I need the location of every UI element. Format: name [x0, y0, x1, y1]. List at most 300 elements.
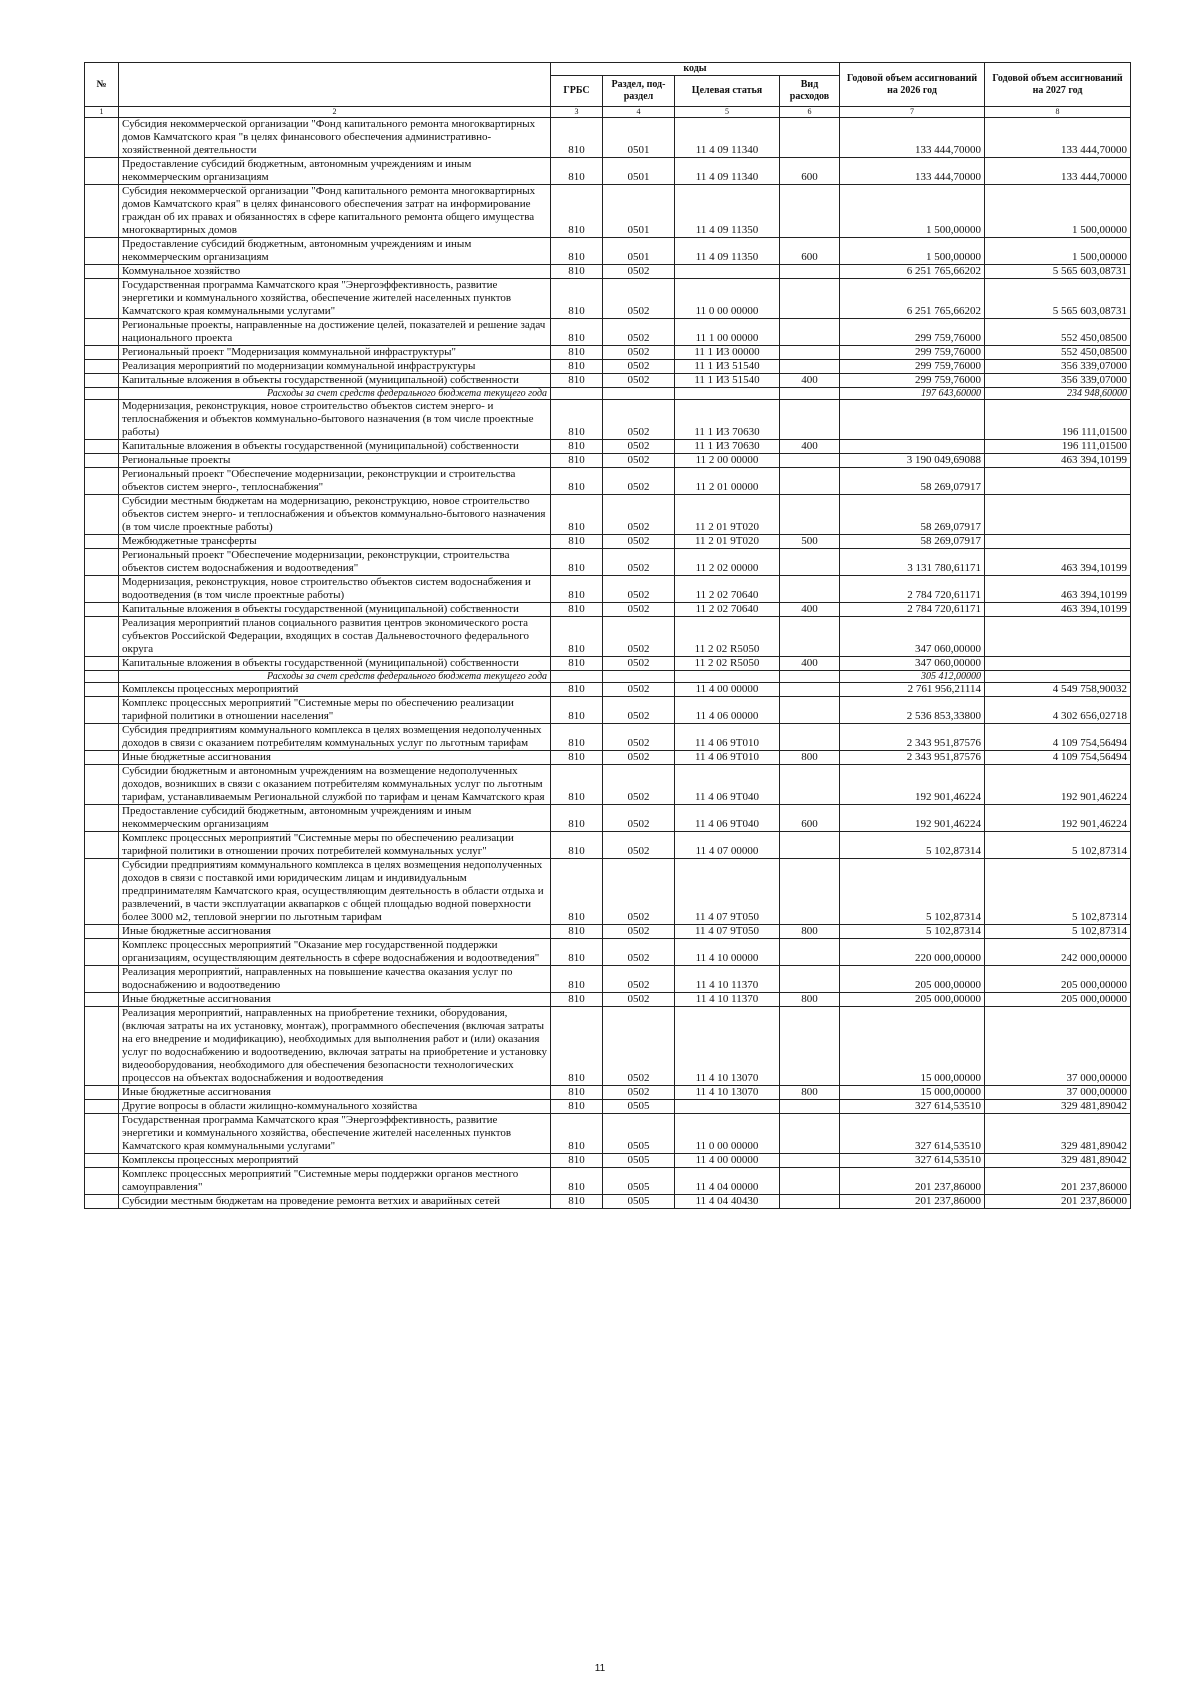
row-section-cell: 0502 [603, 657, 675, 671]
row-2026-cell: 201 237,86000 [840, 1168, 985, 1195]
row-no-cell [85, 603, 119, 617]
row-no-cell [85, 832, 119, 859]
row-2026-cell: 2 784 720,61171 [840, 576, 985, 603]
row-target-cell: 11 0 00 00000 [675, 1114, 780, 1154]
row-2026-cell: 327 614,53510 [840, 1114, 985, 1154]
row-name-cell: Иные бюджетные ассигнования [119, 751, 551, 765]
table-row [85, 158, 1131, 185]
row-section-cell: 0502 [603, 805, 675, 832]
row-no-cell [85, 859, 119, 925]
table-row [85, 805, 1131, 832]
row-section-cell: 0502 [603, 495, 675, 535]
row-section-cell: 0502 [603, 535, 675, 549]
row-name-cell: Субсидии местным бюджетам на модернизацию, реконструкцию, новое строительство объектов систем энерго- и теплоснабжения и объектов коммунально-бытового назначения (в том числе проектные работы) [119, 495, 551, 535]
row-no-cell [85, 454, 119, 468]
row-kind-cell [780, 118, 840, 158]
row-target-cell: 11 4 04 00000 [675, 1168, 780, 1195]
colnum: 4 [603, 107, 675, 118]
row-grbs-cell: 810 [551, 925, 603, 939]
header-grbs: ГРБС [551, 76, 603, 107]
table-row [85, 319, 1131, 346]
row-name-cell: Комплекс процессных мероприятий "Системные меры по обеспечению реализации тарифной политики в отношении населения" [119, 697, 551, 724]
row-section-cell: 0502 [603, 603, 675, 617]
row-kind-cell [780, 1100, 840, 1114]
row-name-cell: Капитальные вложения в объекты государственной (муниципальной) собственности [119, 603, 551, 617]
row-2027-cell: 329 481,89042 [985, 1114, 1131, 1154]
row-target-cell: 11 4 09 11340 [675, 158, 780, 185]
row-section-cell: 0502 [603, 765, 675, 805]
row-target-cell: 11 2 02 70640 [675, 603, 780, 617]
row-2027-cell: 463 394,10199 [985, 576, 1131, 603]
row-2026-cell: 133 444,70000 [840, 158, 985, 185]
row-name-cell: Модернизация, реконструкция, новое строительство объектов систем водоснабжения и водоотведения (в том числе проектные работы) [119, 576, 551, 603]
row-kind-cell: 500 [780, 535, 840, 549]
row-section-cell: 0502 [603, 859, 675, 925]
row-2026-cell: 299 759,76000 [840, 374, 985, 388]
row-no-cell [85, 576, 119, 603]
row-2027-cell: 463 394,10199 [985, 454, 1131, 468]
row-name-cell: Региональные проекты, направленные на достижение целей, показателей и решение задач национального проекта [119, 319, 551, 346]
row-2026-cell: 299 759,76000 [840, 319, 985, 346]
row-section-cell: 0502 [603, 925, 675, 939]
row-no-cell [85, 939, 119, 966]
row-no-cell [85, 966, 119, 993]
row-2026-cell: 192 901,46224 [840, 805, 985, 832]
row-kind-cell [780, 671, 840, 683]
row-grbs-cell: 810 [551, 617, 603, 657]
header-codes: коды [551, 63, 840, 76]
row-section-cell: 0502 [603, 683, 675, 697]
row-2027-cell: 234 948,60000 [985, 388, 1131, 400]
row-kind-cell [780, 859, 840, 925]
table-row [85, 939, 1131, 966]
row-target-cell: 11 4 00 00000 [675, 1154, 780, 1168]
row-target-cell: 11 4 06 9Т040 [675, 765, 780, 805]
row-2027-cell: 5 565 603,08731 [985, 279, 1131, 319]
row-section-cell: 0505 [603, 1195, 675, 1209]
row-section-cell: 0502 [603, 576, 675, 603]
row-target-cell: 11 2 01 9Т020 [675, 535, 780, 549]
page-number: 11 [594, 1663, 606, 1674]
column-numbers-row [85, 107, 1131, 118]
row-no-cell [85, 158, 119, 185]
row-target-cell: 11 4 09 11350 [675, 238, 780, 265]
row-grbs-cell: 810 [551, 683, 603, 697]
row-2027-cell [985, 468, 1131, 495]
row-section-cell: 0502 [603, 993, 675, 1007]
table-row [85, 549, 1131, 576]
row-target-cell: 11 1 00 00000 [675, 319, 780, 346]
header-section: Раздел, под-раздел [603, 76, 675, 107]
row-target-cell: 11 4 10 13070 [675, 1086, 780, 1100]
row-grbs-cell: 810 [551, 657, 603, 671]
row-grbs-cell: 810 [551, 697, 603, 724]
row-kind-cell: 800 [780, 925, 840, 939]
header-kind: Вид расходов [780, 76, 840, 107]
row-target-cell: 11 2 00 00000 [675, 454, 780, 468]
row-grbs-cell: 810 [551, 279, 603, 319]
row-no-cell [85, 118, 119, 158]
federal-budget-row [85, 388, 1131, 400]
header-2026: Годовой объем ассигнований на 2026 год [840, 63, 985, 107]
row-2027-cell: 196 111,01500 [985, 400, 1131, 440]
row-name-cell: Капитальные вложения в объекты государственной (муниципальной) собственности [119, 440, 551, 454]
row-kind-cell: 800 [780, 751, 840, 765]
row-kind-cell: 800 [780, 993, 840, 1007]
row-no-cell [85, 1195, 119, 1209]
row-grbs-cell: 810 [551, 360, 603, 374]
row-section-cell: 0502 [603, 265, 675, 279]
row-target-cell: 11 4 09 11350 [675, 185, 780, 238]
row-no-cell [85, 925, 119, 939]
table-row [85, 603, 1131, 617]
row-name-cell: Субсидии бюджетным и автономным учреждениям на возмещение недополученных доходов, возникших в связи с оказанием потребителям коммунальных услуг по льготным тарифам, устанавливаемым Региональной службой по тарифам и ценам Камчатского края [119, 765, 551, 805]
table-row [85, 265, 1131, 279]
table-row [85, 1086, 1131, 1100]
row-2027-cell: 552 450,08500 [985, 346, 1131, 360]
row-grbs-cell: 810 [551, 966, 603, 993]
row-2026-cell: 133 444,70000 [840, 118, 985, 158]
row-name-cell: Государственная программа Камчатского края "Энергоэффективность, развитие энергетики и коммунального хозяйства, обеспечение жителей населенных пунктов Камчатского края коммунальными услугами" [119, 1114, 551, 1154]
row-2027-cell: 5 102,87314 [985, 859, 1131, 925]
header-2027: Годовой объем ассигнований на 2027 год [985, 63, 1131, 107]
row-grbs-cell: 810 [551, 859, 603, 925]
row-2026-cell: 58 269,07917 [840, 535, 985, 549]
row-kind-cell [780, 832, 840, 859]
row-target-cell: 11 2 01 9Т020 [675, 495, 780, 535]
row-no-cell [85, 1168, 119, 1195]
row-name-cell: Реализация мероприятий, направленных на повышение качества оказания услуг по водоснабжению и водоотведению [119, 966, 551, 993]
table-row [85, 238, 1131, 265]
row-section-cell: 0502 [603, 400, 675, 440]
row-name-cell: Субсидия некоммерческой организации "Фонд капитального ремонта многоквартирных домов Камчатского края "в целях финансового обеспечения административно-хозяйственной деятельности [119, 118, 551, 158]
row-section-cell: 0502 [603, 279, 675, 319]
row-no-cell [85, 657, 119, 671]
row-target-cell: 11 1 И3 70630 [675, 400, 780, 440]
row-grbs-cell: 810 [551, 765, 603, 805]
row-2026-cell [840, 400, 985, 440]
row-no-cell [85, 1007, 119, 1086]
row-section-cell: 0502 [603, 617, 675, 657]
row-kind-cell [780, 939, 840, 966]
row-2027-cell: 201 237,86000 [985, 1195, 1131, 1209]
row-2026-cell: 327 614,53510 [840, 1100, 985, 1114]
row-kind-cell [780, 454, 840, 468]
row-target-cell: 11 4 09 11340 [675, 118, 780, 158]
row-grbs-cell: 810 [551, 400, 603, 440]
row-name-cell: Региональный проект "Модернизация коммунальной инфраструктуры" [119, 346, 551, 360]
row-grbs-cell: 810 [551, 1100, 603, 1114]
row-name-cell: Расходы за счет средств федерального бюджета текущего года [119, 671, 551, 683]
row-target-cell: 11 4 04 40430 [675, 1195, 780, 1209]
row-2026-cell: 15 000,00000 [840, 1007, 985, 1086]
row-2026-cell: 205 000,00000 [840, 966, 985, 993]
row-no-cell [85, 697, 119, 724]
row-no-cell [85, 238, 119, 265]
row-no-cell [85, 346, 119, 360]
row-no-cell [85, 671, 119, 683]
row-no-cell [85, 279, 119, 319]
row-2026-cell: 5 102,87314 [840, 859, 985, 925]
table-row [85, 1154, 1131, 1168]
row-target-cell: 11 4 07 9Т050 [675, 859, 780, 925]
row-section-cell: 0502 [603, 832, 675, 859]
row-section-cell: 0502 [603, 939, 675, 966]
row-name-cell: Предоставление субсидий бюджетным, автономным учреждениям и иным некоммерческим организациям [119, 238, 551, 265]
budget-table [84, 62, 1131, 1209]
row-name-cell: Субсидии предприятиям коммунального комплекса в целях возмещения недополученных доходов в связи с поставкой ими юридическим лицам и индивидуальным предпринимателям Камчатского края, осуществляющим деятельность в области отдыха и развлечений, в части эксплуатации аквапарков с общей площадью водной поверхности более 3000 м2, тепловой энергии по льготным тарифам [119, 859, 551, 925]
row-kind-cell: 600 [780, 805, 840, 832]
row-no-cell [85, 805, 119, 832]
row-target-cell [675, 265, 780, 279]
table-row [85, 832, 1131, 859]
row-2027-cell: 4 109 754,56494 [985, 724, 1131, 751]
row-2026-cell: 3 190 049,69088 [840, 454, 985, 468]
row-2027-cell: 205 000,00000 [985, 966, 1131, 993]
row-target-cell: 11 1 И3 51540 [675, 374, 780, 388]
row-name-cell: Расходы за счет средств федерального бюджета текущего года [119, 388, 551, 400]
table-row [85, 617, 1131, 657]
row-section-cell: 0501 [603, 118, 675, 158]
row-2026-cell: 15 000,00000 [840, 1086, 985, 1100]
row-2027-cell: 356 339,07000 [985, 360, 1131, 374]
row-2026-cell: 6 251 765,66202 [840, 265, 985, 279]
row-section-cell: 0502 [603, 697, 675, 724]
table-row [85, 374, 1131, 388]
row-2027-cell: 463 394,10199 [985, 603, 1131, 617]
table-row [85, 765, 1131, 805]
table-body [85, 118, 1131, 1209]
row-section-cell: 0502 [603, 319, 675, 346]
row-name-cell: Субсидии местным бюджетам на проведение ремонта ветхих и аварийных сетей [119, 1195, 551, 1209]
row-2027-cell: 329 481,89042 [985, 1100, 1131, 1114]
row-section-cell: 0501 [603, 158, 675, 185]
row-2026-cell: 1 500,00000 [840, 238, 985, 265]
row-no-cell [85, 765, 119, 805]
row-kind-cell [780, 265, 840, 279]
row-kind-cell [780, 1168, 840, 1195]
row-kind-cell: 600 [780, 158, 840, 185]
row-2027-cell: 5 102,87314 [985, 925, 1131, 939]
row-kind-cell: 400 [780, 657, 840, 671]
row-grbs-cell: 810 [551, 346, 603, 360]
row-target-cell: 11 2 02 00000 [675, 549, 780, 576]
row-target-cell: 11 4 06 9Т040 [675, 805, 780, 832]
table-row [85, 657, 1131, 671]
table-row [85, 454, 1131, 468]
federal-budget-row [85, 671, 1131, 683]
row-2027-cell: 5 565 603,08731 [985, 265, 1131, 279]
row-2026-cell: 6 251 765,66202 [840, 279, 985, 319]
row-kind-cell [780, 683, 840, 697]
row-name-cell: Другие вопросы в области жилищно-коммунального хозяйства [119, 1100, 551, 1114]
table-row [85, 751, 1131, 765]
row-kind-cell [780, 549, 840, 576]
row-target-cell: 11 2 01 00000 [675, 468, 780, 495]
row-kind-cell: 400 [780, 603, 840, 617]
row-name-cell: Модернизация, реконструкция, новое строительство объектов систем энерго- и теплоснабжения и объектов коммунально-бытового назначения (в том числе проектные работы) [119, 400, 551, 440]
row-no-cell [85, 440, 119, 454]
colnum: 5 [675, 107, 780, 118]
colnum: 1 [85, 107, 119, 118]
row-target-cell [675, 671, 780, 683]
row-kind-cell [780, 185, 840, 238]
row-2026-cell: 1 500,00000 [840, 185, 985, 238]
row-grbs-cell [551, 671, 603, 683]
row-grbs-cell: 810 [551, 185, 603, 238]
row-2027-cell: 192 901,46224 [985, 765, 1131, 805]
row-2026-cell: 192 901,46224 [840, 765, 985, 805]
row-2027-cell: 329 481,89042 [985, 1154, 1131, 1168]
table-row [85, 468, 1131, 495]
row-section-cell: 0505 [603, 1168, 675, 1195]
row-2027-cell [985, 657, 1131, 671]
row-2027-cell: 4 549 758,90032 [985, 683, 1131, 697]
row-name-cell: Субсидия некоммерческой организации "Фонд капитального ремонта многоквартирных домов Камчатского края" в целях финансового обеспечения затрат на информирование граждан об их правах и обязанностях в сфере капитального ремонта общего имущества многоквартирных домов [119, 185, 551, 238]
row-2027-cell: 463 394,10199 [985, 549, 1131, 576]
row-target-cell: 11 4 06 9Т010 [675, 724, 780, 751]
row-2026-cell: 5 102,87314 [840, 832, 985, 859]
row-no-cell [85, 549, 119, 576]
row-no-cell [85, 617, 119, 657]
row-name-cell: Комплекс процессных мероприятий "Системные меры поддержки органов местного самоуправления" [119, 1168, 551, 1195]
row-kind-cell [780, 1195, 840, 1209]
row-kind-cell: 400 [780, 440, 840, 454]
row-name-cell: Межбюджетные трансферты [119, 535, 551, 549]
row-no-cell [85, 374, 119, 388]
row-name-cell: Комплекс процессных мероприятий "Оказание мер государственной поддержки организациям, осуществляющим деятельность в сфере водоснабжения и водоотведения" [119, 939, 551, 966]
row-2027-cell: 4 109 754,56494 [985, 751, 1131, 765]
row-2027-cell: 552 450,08500 [985, 319, 1131, 346]
row-section-cell: 0502 [603, 724, 675, 751]
row-section-cell: 0502 [603, 374, 675, 388]
row-grbs-cell: 810 [551, 805, 603, 832]
row-name-cell: Региональный проект "Обеспечение модернизации, реконструкции и строительства объектов систем энерго-, теплоснабжения" [119, 468, 551, 495]
row-grbs-cell: 810 [551, 832, 603, 859]
row-kind-cell [780, 576, 840, 603]
row-target-cell: 11 4 10 11370 [675, 993, 780, 1007]
row-no-cell [85, 360, 119, 374]
colnum: 2 [119, 107, 551, 118]
row-name-cell: Иные бюджетные ассигнования [119, 993, 551, 1007]
row-target-cell: 11 4 07 00000 [675, 832, 780, 859]
row-grbs-cell: 810 [551, 1086, 603, 1100]
row-2027-cell: 37 000,00000 [985, 1086, 1131, 1100]
row-2027-cell: 133 444,70000 [985, 158, 1131, 185]
table-row [85, 993, 1131, 1007]
row-grbs-cell: 810 [551, 1007, 603, 1086]
colnum: 6 [780, 107, 840, 118]
row-name-cell: Реализация мероприятий, направленных на приобретение техники, оборудования, (включая затраты на их установку, монтаж), программного обеспечения (включая затраты на его внедрение и модификацию), необходимых для выполнения работ и (или) оказания услуг по водоснабжению и водоотведению, включая затраты на приобретение и установку видеооборудования, необходимого для обеспечения безопасности технологических процессов на объектах водоснабжения и водоотведения [119, 1007, 551, 1086]
row-no-cell [85, 400, 119, 440]
header-row-1 [85, 63, 1131, 76]
row-name-cell: Государственная программа Камчатского края "Энергоэффективность, развитие энергетики и коммунального хозяйства, обеспечение жителей населенных пунктов Камчатского края коммунальными услугами" [119, 279, 551, 319]
row-grbs-cell: 810 [551, 374, 603, 388]
row-target-cell: 11 4 06 00000 [675, 697, 780, 724]
table-row [85, 683, 1131, 697]
row-2027-cell: 196 111,01500 [985, 440, 1131, 454]
table-row [85, 495, 1131, 535]
row-no-cell [85, 468, 119, 495]
row-grbs-cell [551, 388, 603, 400]
row-target-cell: 11 4 06 9Т010 [675, 751, 780, 765]
row-target-cell: 11 2 02 R5050 [675, 617, 780, 657]
row-grbs-cell: 810 [551, 238, 603, 265]
table-row [85, 724, 1131, 751]
header-name [119, 63, 551, 107]
row-name-cell: Комплексы процессных мероприятий [119, 1154, 551, 1168]
row-2026-cell: 205 000,00000 [840, 993, 985, 1007]
row-name-cell: Реализация мероприятий планов социального развития центров экономического роста субъектов Российской Федерации, входящих в состав Дальневосточного федерального округа [119, 617, 551, 657]
row-target-cell: 11 1 И3 00000 [675, 346, 780, 360]
colnum: 7 [840, 107, 985, 118]
row-2026-cell: 347 060,00000 [840, 657, 985, 671]
row-kind-cell [780, 279, 840, 319]
row-name-cell: Субсидия предприятиям коммунального комплекса в целях возмещения недополученных доходов в связи с оказанием потребителям коммунальных услуг по льготным тарифам [119, 724, 551, 751]
row-2027-cell: 4 302 656,02718 [985, 697, 1131, 724]
table-row [85, 1100, 1131, 1114]
row-2027-cell: 5 102,87314 [985, 832, 1131, 859]
row-kind-cell: 800 [780, 1086, 840, 1100]
table-row [85, 360, 1131, 374]
row-kind-cell [780, 966, 840, 993]
row-name-cell: Реализация мероприятий по модернизации коммунальной инфраструктуры [119, 360, 551, 374]
row-kind-cell [780, 319, 840, 346]
row-target-cell: 11 4 10 00000 [675, 939, 780, 966]
row-target-cell: 11 2 02 70640 [675, 576, 780, 603]
row-name-cell: Предоставление субсидий бюджетным, автономным учреждениям и иным некоммерческим организациям [119, 805, 551, 832]
row-grbs-cell: 810 [551, 1195, 603, 1209]
row-target-cell [675, 388, 780, 400]
row-kind-cell [780, 617, 840, 657]
row-kind-cell [780, 1114, 840, 1154]
table-row [85, 1114, 1131, 1154]
row-section-cell: 0502 [603, 1007, 675, 1086]
row-section-cell: 0502 [603, 468, 675, 495]
row-kind-cell [780, 468, 840, 495]
header-target: Целевая статья [675, 76, 780, 107]
row-2027-cell: 1 500,00000 [985, 238, 1131, 265]
row-section-cell: 0502 [603, 440, 675, 454]
row-grbs-cell: 810 [551, 454, 603, 468]
row-grbs-cell: 810 [551, 495, 603, 535]
row-no-cell [85, 751, 119, 765]
table-row [85, 1007, 1131, 1086]
row-section-cell: 0502 [603, 346, 675, 360]
row-kind-cell [780, 1154, 840, 1168]
row-kind-cell [780, 400, 840, 440]
row-no-cell [85, 319, 119, 346]
row-section-cell: 0505 [603, 1154, 675, 1168]
row-2027-cell [985, 495, 1131, 535]
row-grbs-cell: 810 [551, 939, 603, 966]
row-2027-cell: 37 000,00000 [985, 1007, 1131, 1086]
row-2027-cell: 205 000,00000 [985, 993, 1131, 1007]
table-row [85, 346, 1131, 360]
row-name-cell: Комплекс процессных мероприятий "Системные меры по обеспечению реализации тарифной политики в отношении прочих потребителей коммунальных услуг" [119, 832, 551, 859]
row-no-cell [85, 495, 119, 535]
row-2026-cell: 58 269,07917 [840, 468, 985, 495]
row-grbs-cell: 810 [551, 319, 603, 346]
row-target-cell: 11 0 00 00000 [675, 279, 780, 319]
row-section-cell [603, 671, 675, 683]
row-2027-cell [985, 535, 1131, 549]
row-2026-cell: 2 343 951,87576 [840, 751, 985, 765]
row-2026-cell: 201 237,86000 [840, 1195, 985, 1209]
row-2027-cell: 201 237,86000 [985, 1168, 1131, 1195]
budget-table-sheet [84, 62, 1130, 1209]
row-grbs-cell: 810 [551, 440, 603, 454]
